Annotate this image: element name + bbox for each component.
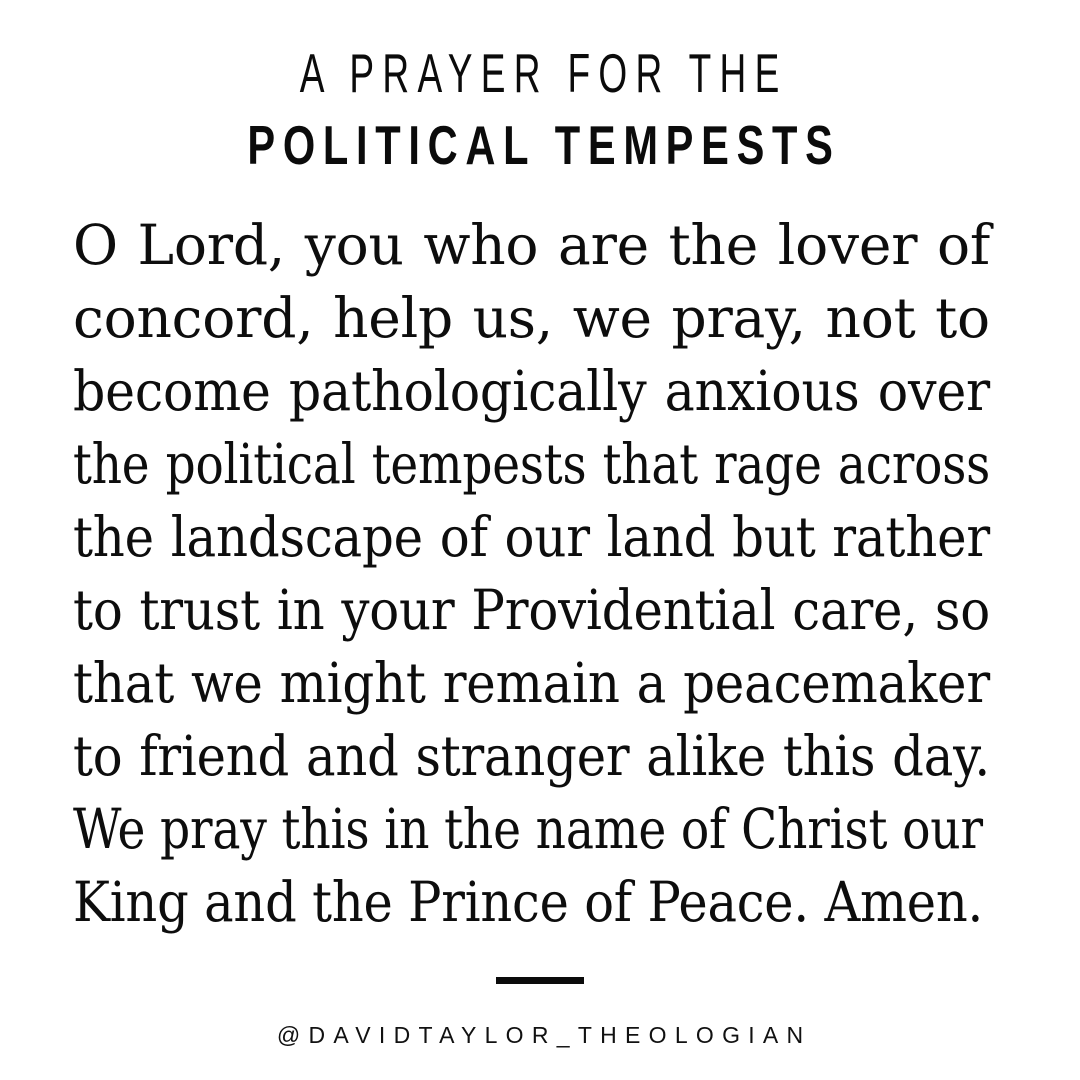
prayer-word: land [606, 505, 716, 569]
prayer-word: alike [646, 724, 767, 788]
prayer-word: rather [832, 505, 990, 569]
prayer-line [73, 355, 990, 428]
prayer-word: to [73, 578, 123, 642]
prayer-word: across [837, 432, 991, 496]
prayer-body-text [73, 209, 990, 939]
prayer-word: remain [442, 651, 620, 715]
prayer-line [73, 647, 990, 720]
prayer-word: so [934, 578, 991, 642]
prayer-line [73, 574, 990, 647]
horizontal-rule-divider [496, 977, 584, 984]
prayer-word: trust [139, 578, 260, 642]
prayer-word: us, [472, 286, 554, 350]
prayer-word: might [279, 651, 426, 715]
prayer-line [73, 720, 990, 793]
prayer-word: O [73, 213, 118, 277]
prayer-line [73, 209, 990, 282]
prayer-line: King and the Prince of Peace. Amen. [73, 870, 984, 934]
prayer-word: day. [892, 724, 990, 788]
prayer-word: to [73, 724, 123, 788]
title-line-1: A PRAYER FOR THE [300, 42, 789, 104]
prayer-word: that [602, 432, 698, 496]
prayer-word: pray, [671, 286, 806, 350]
prayer-word: that [73, 651, 175, 715]
prayer-word: landscape [170, 505, 423, 569]
prayer-word: lover [777, 213, 918, 277]
prayer-word: anxious [664, 359, 860, 423]
prayer-word: political [165, 432, 356, 496]
prayer-word: but [732, 505, 816, 569]
prayer-word: over [877, 359, 991, 423]
prayer-word: and [305, 724, 399, 788]
prayer-word: the [668, 213, 759, 277]
prayer-word: tempests [371, 432, 587, 496]
prayer-word: you [304, 213, 404, 277]
prayer-word: our [504, 505, 590, 569]
prayer-word: pathologically [288, 359, 647, 423]
prayer-word: Providential [471, 578, 776, 642]
prayer-word: stranger [415, 724, 630, 788]
prayer-word: help [333, 286, 453, 350]
prayer-word: rage [714, 432, 822, 496]
prayer-word: friend [139, 724, 290, 788]
prayer-word: concord, [73, 286, 314, 350]
prayer-word: a [636, 651, 667, 715]
prayer-word: in [276, 578, 325, 642]
prayer-line [73, 501, 990, 574]
prayer-word: not [825, 286, 916, 350]
prayer-word: this [782, 724, 876, 788]
prayer-line [73, 282, 990, 355]
prayer-word: become [73, 359, 271, 423]
prayer-word: Lord, [137, 213, 286, 277]
prayer-line [73, 428, 990, 501]
prayer-word: peacemaker [683, 651, 990, 715]
prayer-word: we [572, 286, 652, 350]
prayer-word: to [935, 286, 990, 350]
prayer-line: We pray this in the name of Christ our [73, 797, 983, 861]
prayer-word: of [936, 213, 990, 277]
prayer-word: we [190, 651, 263, 715]
prayer-word: of [439, 505, 488, 569]
author-handle: @DAVIDTAYLOR_THEOLOGIAN [276, 1022, 812, 1048]
prayer-word: your [341, 578, 455, 642]
prayer-word: the [73, 432, 150, 496]
page-title [0, 38, 1080, 181]
prayer-word: care, [792, 578, 918, 642]
title-line-2: POLITICAL TEMPESTS [247, 113, 841, 176]
prayer-word: who [423, 213, 539, 277]
prayer-word: are [558, 213, 649, 277]
prayer-word: the [73, 505, 154, 569]
